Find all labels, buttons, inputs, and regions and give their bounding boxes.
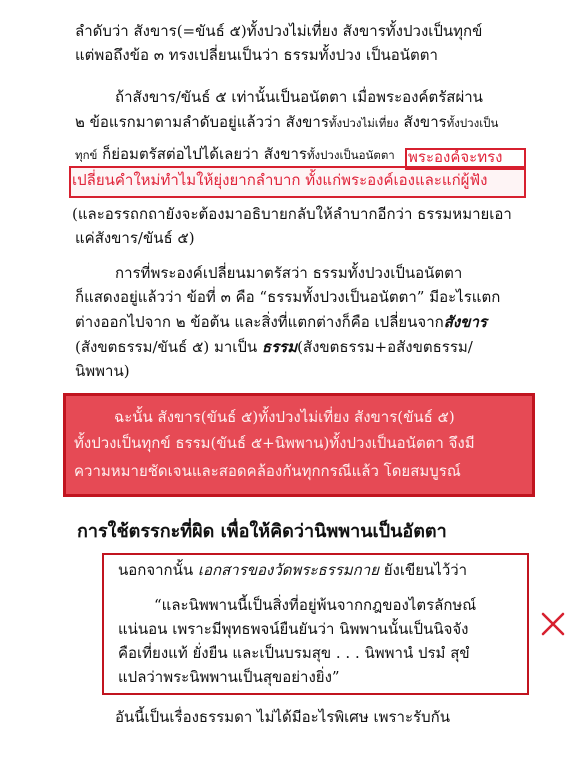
para2-line5: (และอรรถกถายังจะต้องมาอธิบายกลับให้ลำบากอีกว่า ธรรมหมายเอา	[72, 205, 512, 223]
para3-line4-c: (สังขตธรรม+อสังขตธรรม/	[297, 338, 473, 356]
para2-line3-red: พระองค์จะทรง	[408, 148, 503, 166]
quote-box	[102, 553, 529, 695]
para3-line2: ก็แสดงอยู่แล้วว่า ข้อที่ ๓ คือ “ธรรมทั้งปวงเป็นอนัตตา” มีอะไรแตก	[75, 288, 501, 306]
redblock-line2: ทั้งปวงเป็นทุกข์ ธรรม(ขันธ์ ๕+นิพพาน)ทั้งปวงเป็นอนัตตา จึงมี	[74, 434, 475, 452]
quote-line2: “และนิพพานนี้เป็นสิ่งที่อยู่พ้นจากกฎของไตรลักษณ์	[154, 596, 477, 614]
quote-line5: แปลว่าพระนิพพานเป็นสุขอย่างยิ่ง”	[118, 668, 340, 686]
para2-line2-c: สังขาร	[398, 113, 447, 131]
para3-line3-b: สังขาร	[443, 313, 487, 331]
para2-line3-b: ก็ย่อมตรัสต่อไปได้เลยว่า สังขาร	[97, 145, 307, 163]
redblock-line1: ฉะนั้น สังขาร(ขันธ์ ๕)ทั้งปวงไม่เที่ยง สังขาร(ขันธ์ ๕)	[114, 408, 455, 426]
para1-line2: แต่พอถึงข้อ ๓ ทรงเปลี่ยนเป็นว่า ธรรมทั้งปวง เป็นอนัตตา	[75, 46, 438, 64]
para2-line2-a: ๒ ข้อแรกมาตามลำดับอยู่แล้วว่า สังขาร	[75, 113, 329, 131]
para3-line4	[75, 336, 473, 358]
para2-line2-b: ทั้งปวงไม่เที่ยง	[328, 116, 399, 130]
para3-line1: การที่พระองค์เปลี่ยนมาตรัสว่า ธรรมทั้งปวงเป็นอนัตตา	[115, 264, 463, 282]
quote-line1-b: เอกสารของวัดพระธรรมกาย	[197, 561, 379, 579]
para2-line4-red: เปลี่ยนคำใหม่ทำไมให้ยุ่งยากลำบาก ทั้งแก่พระองค์เองและแก่ผู้ฟัง	[72, 171, 488, 189]
redblock-line3: ความหมายชัดเจนและสอดคล้องกันทุกกรณีแล้ว โดยสมบูรณ์	[74, 462, 461, 480]
para3-line3-a: ต่างออกไปจาก ๒ ข้อต้น และสิ่งที่แตกต่างก็คือ เปลี่ยนจาก	[75, 313, 444, 331]
para3-line5: นิพพาน)	[75, 362, 130, 380]
footer-line: อันนี้เป็นเรื่องธรรมดา ไม่ได้มีอะไรพิเศษ เพราะรับกัน	[115, 708, 450, 726]
para2-line1: ถ้าสังขาร/ขันธ์ ๕ เท่านั้นเป็นอนัตตา เมื่อพระองค์ตรัสผ่าน	[115, 88, 483, 106]
quote-line1-a: นอกจากนั้น	[118, 561, 198, 579]
quote-line1-c: ยังเขียนไว้ว่า	[378, 561, 468, 579]
para2-line3	[75, 143, 395, 166]
para3-line4-a: (สังขตธรรม/ขันธ์ ๕) มาเป็น	[75, 338, 262, 356]
section-heading: การใช้ตรรกะที่ผิด เพื่อให้คิดว่านิพพานเป็นอัตตา	[77, 521, 447, 542]
red-highlight-block	[63, 393, 535, 497]
x-mark-icon	[540, 611, 566, 637]
para3-line3	[75, 311, 487, 333]
quote-line4: คือเที่ยงแท้ ยั่งยืน และเป็นบรมสุข . . . นิพพานํ ปรมํ สุขํ	[118, 644, 470, 662]
para2-line3-a: ทุกข์	[75, 148, 98, 162]
para2-line6: แค่สังขาร/ขันธ์ ๕)	[75, 229, 195, 247]
para1-line1: ลำดับว่า สังขาร(=ขันธ์ ๕)ทั้งปวงไม่เที่ยง สังขารทั้งปวงเป็นทุกข์	[75, 22, 483, 40]
quote-line3: แน่นอน เพราะมีพุทธพจน์ยืนยันว่า นิพพานนั้นเป็นนิจจัง	[118, 620, 469, 638]
para2-line3-c: ทั้งปวงเป็นอนัตตา	[306, 148, 395, 162]
para2-line2	[75, 111, 498, 134]
para3-line4-b: ธรรม	[261, 338, 298, 356]
para2-line2-d: ทั้งปวงเป็น	[446, 116, 499, 130]
quote-line1	[118, 559, 467, 581]
